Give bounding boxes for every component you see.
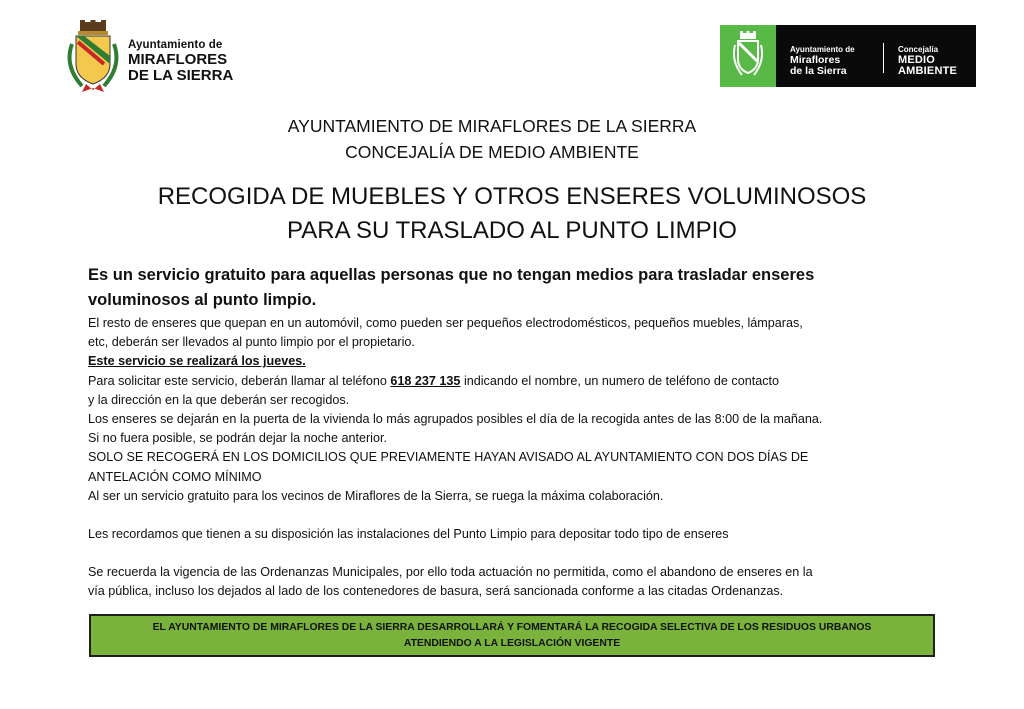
body-line: vía pública, incluso los dejados al lado de los contenedores de basura, será sancionada conforme a las citadas Ordenanzas. (88, 584, 784, 599)
document-title (0, 180, 1024, 248)
logo-line-3: DE LA SIERRA (128, 67, 234, 84)
body-line: Les recordamos que tienen a su disposición las instalaciones del Punto Limpio para depositar todo tipo de enseres (88, 527, 729, 542)
body-line: y la dirección en la que deberán ser recogidos. (88, 392, 350, 407)
logo-line-1: Ayuntamiento de (128, 39, 223, 51)
header-line-2: CONCEJALÍA DE MEDIO AMBIENTE (345, 142, 639, 162)
body-line: ANTELACIÓN COMO MÍNIMO (88, 469, 262, 484)
title-line-1: RECOGIDA DE MUEBLES Y OTROS ENSERES VOLUMINOSOS (157, 183, 867, 210)
org-line-3: de la Sierra (790, 65, 847, 77)
body-line: etc, deberán ser llevados al punto limpio por el propietario. (88, 335, 415, 350)
request-suffix: indicando el nombre, un numero de teléfono de contacto (460, 373, 780, 388)
coat-of-arms-icon (64, 20, 122, 94)
dept-line-3: AMBIENTE (898, 65, 958, 77)
footer-line-2: ATENDIENDO A LA LEGISLACIÓN VIGENTE (403, 638, 621, 649)
intro-line-2: voluminosos al punto limpio. (88, 291, 317, 309)
body-line: Los enseres se dejarán en la puerta de la vivienda lo más agrupados posibles el día de la recogida antes de las 8:00 de la mañana. (88, 412, 823, 427)
body-text (88, 314, 948, 602)
body-line: El resto de enseres que quepan en un automóvil, como pueden ser pequeños electrodomésticos, pequeños muebles, lámparas, (88, 316, 803, 330)
dept-line-2: MEDIO (898, 54, 936, 66)
municipality-logo-left (64, 20, 254, 96)
intro-paragraph (88, 263, 948, 313)
request-line (88, 372, 948, 391)
paragraph-spacer (88, 544, 948, 563)
org-line-1: Ayuntamiento de (790, 45, 855, 54)
body-line: Si no fuera posible, se podrán dejar la noche anterior. (88, 431, 387, 446)
paragraph-spacer (88, 506, 948, 525)
body-line: Al ser un servicio gratuito para los vecinos de Miraflores de la Sierra, se ruega la máxima colaboración. (88, 488, 664, 503)
shield-emblem-icon (732, 31, 764, 81)
phone-number: 618 237 135 (390, 373, 461, 388)
logo-divider (883, 43, 884, 73)
body-line: SOLO SE RECOGERÁ EN LOS DOMICILIOS QUE PREVIAMENTE HAYAN AVISADO AL AYUNTAMIENTO CON DOS DÍAS DE (88, 450, 809, 465)
org-line-2: Miraflores (790, 54, 841, 66)
dept-line-1: Concejalía (898, 45, 939, 54)
logo-green-panel (720, 25, 776, 87)
request-prefix: Para solicitar este servicio, deberán llamar al teléfono (88, 373, 391, 388)
footer-notice-box (89, 614, 935, 657)
document-header (0, 113, 1024, 165)
logo-line-2: MIRAFLORES (128, 51, 228, 68)
title-line-2: PARA SU TRASLADO AL PUNTO LIMPIO (287, 217, 737, 244)
intro-line-1: Es un servicio gratuito para aquellas personas que no tengan medios para trasladar enseres (88, 266, 815, 284)
footer-line-1: EL AYUNTAMIENTO DE MIRAFLORES DE LA SIERRA DESARROLLARÁ Y FOMENTARÁ LA RECOGIDA SELECTIVA DE LOS RESIDUOS URBANOS (152, 622, 872, 633)
department-logo-right (720, 25, 976, 87)
header-line-1: AYUNTAMIENTO DE MIRAFLORES DE LA SIERRA (287, 116, 697, 136)
thursday-notice: Este servicio se realizará los jueves. (88, 354, 306, 369)
body-line: Se recuerda la vigencia de las Ordenanzas Municipales, por ello toda actuación no permitida, como el abandono de enseres en la (88, 565, 813, 580)
